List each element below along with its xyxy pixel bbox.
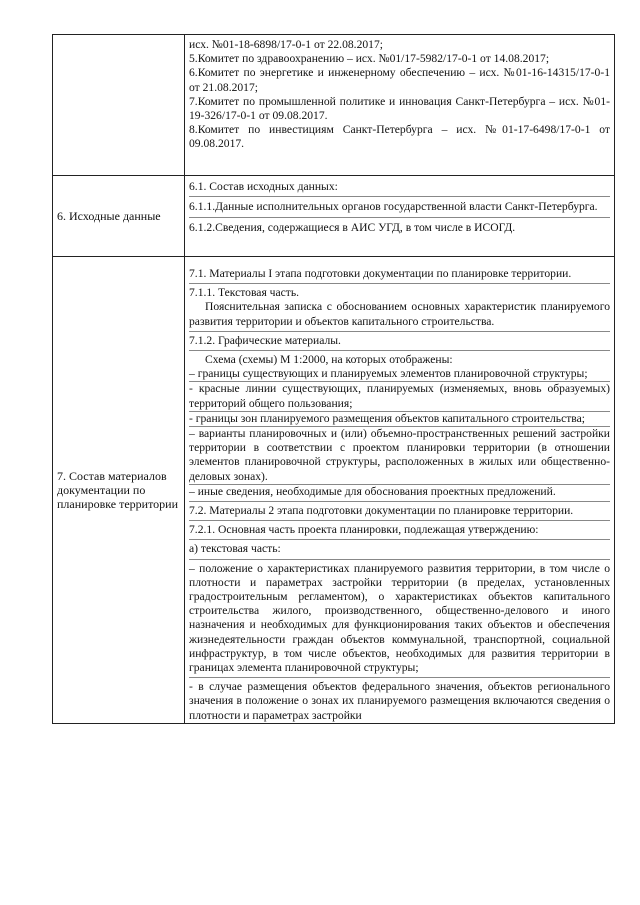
text-para: 7.2. Материалы 2 этапа подготовки документации по планировке территории. [189, 502, 610, 521]
text-para: 7.1.1. Текстовая часть. [189, 286, 300, 300]
text-para: - границы зон планируемого размещения объектов капитального строительства; [189, 412, 610, 427]
content-cell [185, 35, 615, 176]
text-para: – границы существующих и планируемых элементов планировочной структуры; [189, 367, 610, 382]
text-para: 7.2.1. Основная часть проекта планировки, подлежащая утверждению: [189, 521, 610, 540]
text-para: Пояснительная записка с обоснованием основных характеристик планируемого развития территории и объектов капитального строительства. [189, 300, 610, 331]
text-para: 7.1. Материалы I этапа подготовки документации по планировке территории. [189, 267, 610, 284]
content-cell [185, 176, 615, 257]
text-line: 5.Комитет по здравоохранению – исх. №01/17-5982/17-0-1 от 14.08.2017; [189, 52, 550, 66]
text-para: 7.1.2. Графические материалы. [189, 332, 610, 351]
label-cell [53, 257, 185, 724]
text-line: 6.1.1.Данные исполнительных органов государственной власти Санкт-Петербурга. [189, 197, 610, 218]
table-row [53, 257, 615, 724]
text-para: – иные сведения, необходимые для обоснования проектных предложений. [189, 485, 610, 502]
text-line: исх. №01-18-6898/17-0-1 от 22.08.2017; [189, 38, 383, 51]
text-para: – положение о характеристиках планируемого развития территории, в том числе о плотности и параметрах застройки территории (в пределах, установленных градостроительным регламентом), о характеристиках объектов капитального строительства жилого, производственного, общественно-делового и иного назначения и необходимых для функционирования таких объектов и обеспечения жизнедеятельности граждан объектов коммунальной, транспортной, социальной инфраструктур, в том числе объектов, необходимых для развития территории в границах элемента планировочной структуры; [189, 560, 610, 679]
table-row [53, 176, 615, 257]
text-line: 8.Комитет по инвестициям Санкт-Петербурга – исх. №01-17-6498/17-0-1 от 09.08.2017. [189, 123, 610, 151]
content-cell [185, 257, 615, 724]
text-para: Схема (схемы) М 1:2000, на которых отображены: [205, 353, 453, 367]
text-line: 6.1. Состав исходных данных: [189, 176, 610, 197]
terms-table [52, 34, 615, 724]
table-row [53, 35, 615, 176]
text-para: – варианты планировочных и (или) объемно-пространственных решений застройки территории в соответствии с проектом планировки территории (в отношении элементов планировочной структуры, расположенных в жилых или общественно-деловых зонах). [189, 427, 610, 485]
text-line: 7.Комитет по промышленной политике и инновация Санкт-Петербурга – исх. №01-19-326/17-0-1 от 09.08.2017. [189, 94, 610, 123]
label-cell [53, 176, 185, 257]
text-para: - в случае размещения объектов федерального значения, объектов регионального значения в положение о зонах их планируемого размещения включаются сведения о плотности и параметрах застройки [189, 680, 610, 722]
text-line: 6.Комитет по энергетике и инженерному обеспечению – исх. №01-16-14315/17-0-1 от 21.08.2017; [189, 66, 610, 94]
row-label-source-data: 6. Исходные данные [57, 209, 161, 223]
text-para: а) текстовая часть: [189, 540, 610, 559]
label-cell-empty [53, 35, 185, 176]
row-label-materials: 7. Состав материалов документации по планировке территории [57, 468, 179, 511]
text-line: 6.1.2.Сведения, содержащиеся в АИС УГД, в том числе в ИСОГД. [189, 221, 516, 235]
text-para: - красные линии существующих, планируемых (изменяемых, вновь образуемых) территорий общего пользования; [189, 382, 610, 411]
